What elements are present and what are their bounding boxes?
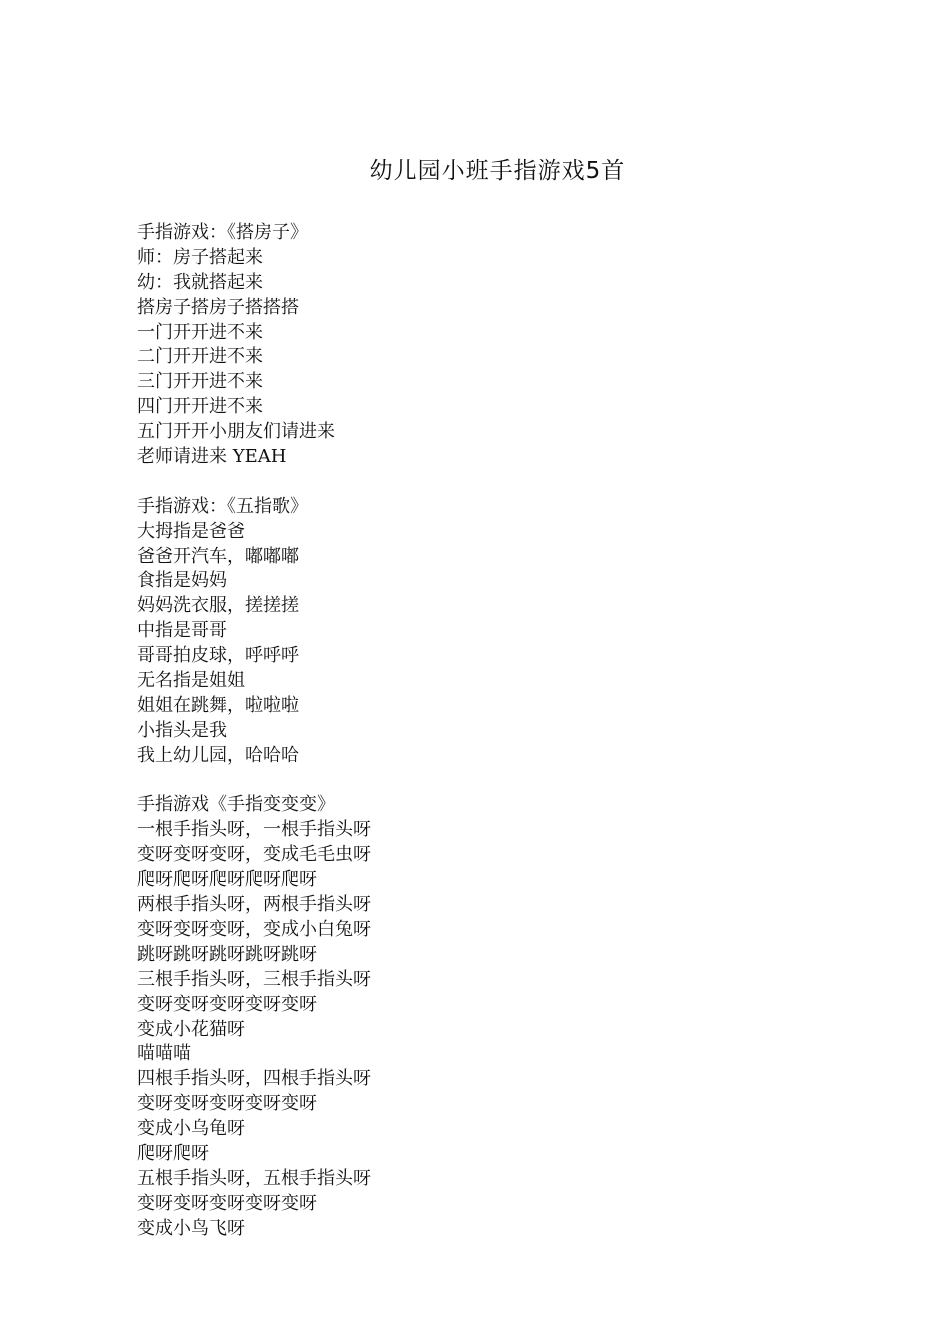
- text-line: 幼：我就搭起来: [137, 271, 263, 293]
- text-line: 姐姐在跳舞，啦啦啦: [137, 694, 299, 716]
- text-line: 哥哥拍皮球，呼呼呼: [137, 645, 299, 667]
- section-heading: 手指游戏《手指变变变》: [137, 794, 335, 816]
- document-body: [137, 221, 837, 1242]
- section-five-finger-song: [137, 495, 837, 769]
- section-heading: 手指游戏：《五指歌》: [137, 495, 308, 517]
- text-line: 爬呀爬呀爬呀爬呀爬呀: [137, 869, 317, 891]
- text-line: 二门开开进不来: [137, 346, 263, 368]
- text-line: 爸爸开汽车，嘟嘟嘟: [137, 545, 299, 567]
- text-line: 中指是哥哥: [137, 620, 227, 642]
- text-line: 变呀变呀变呀，变成小白兔呀: [137, 918, 371, 940]
- text-line: 师：房子搭起来: [137, 246, 263, 268]
- text-line: 搭房子搭房子搭搭搭: [137, 296, 299, 318]
- text-line: 变呀变呀变呀变呀变呀: [137, 1192, 317, 1214]
- text-line: 爬呀爬呀: [137, 1142, 209, 1164]
- section-build-house: [137, 221, 837, 470]
- text-line: 跳呀跳呀跳呀跳呀跳呀: [137, 943, 317, 965]
- text-line: 变呀变呀变呀，变成毛毛虫呀: [137, 844, 371, 866]
- blank-line: [137, 470, 837, 495]
- text-line: 变呀变呀变呀变呀变呀: [137, 1093, 317, 1115]
- text-line: 小指头是我: [137, 719, 227, 741]
- text-line: 四根手指头呀，四根手指头呀: [137, 1068, 371, 1090]
- text-line: 我上幼儿园，哈哈哈: [137, 744, 299, 766]
- text-line: 三门开开进不来: [137, 371, 263, 393]
- text-line: 喵喵喵: [137, 1043, 191, 1065]
- blank-line: [137, 769, 837, 794]
- text-line: 一门开开进不来: [137, 321, 263, 343]
- text-line: 五门开开小朋友们请进来: [137, 421, 335, 443]
- text-line: 无名指是姐姐: [137, 670, 245, 692]
- section-heading: 手指游戏：《搭房子》: [137, 222, 308, 243]
- text-line: 变成小乌龟呀: [137, 1118, 245, 1140]
- section-finger-transform: [137, 793, 837, 1241]
- text-line: 变呀变呀变呀变呀变呀: [137, 993, 317, 1015]
- text-line: 老师请进来 YEAH: [137, 446, 287, 468]
- text-line: 四门开开进不来: [137, 396, 263, 418]
- text-line: 五根手指头呀，五根手指头呀: [137, 1167, 371, 1189]
- text-line: 变成小花猫呀: [137, 1018, 245, 1040]
- text-line: 食指是妈妈: [137, 570, 227, 592]
- text-line: 一根手指头呀，一根手指头呀: [137, 819, 371, 841]
- document-title: 幼儿园小班手指游戏5首: [369, 158, 626, 184]
- text-line: 变成小鸟飞呀: [137, 1217, 245, 1239]
- text-line: 三根手指头呀，三根手指头呀: [137, 968, 371, 990]
- text-line: 大拇指是爸爸: [137, 520, 245, 542]
- text-line: 两根手指头呀，两根手指头呀: [137, 894, 371, 916]
- text-line: 妈妈洗衣服，搓搓搓: [137, 595, 299, 617]
